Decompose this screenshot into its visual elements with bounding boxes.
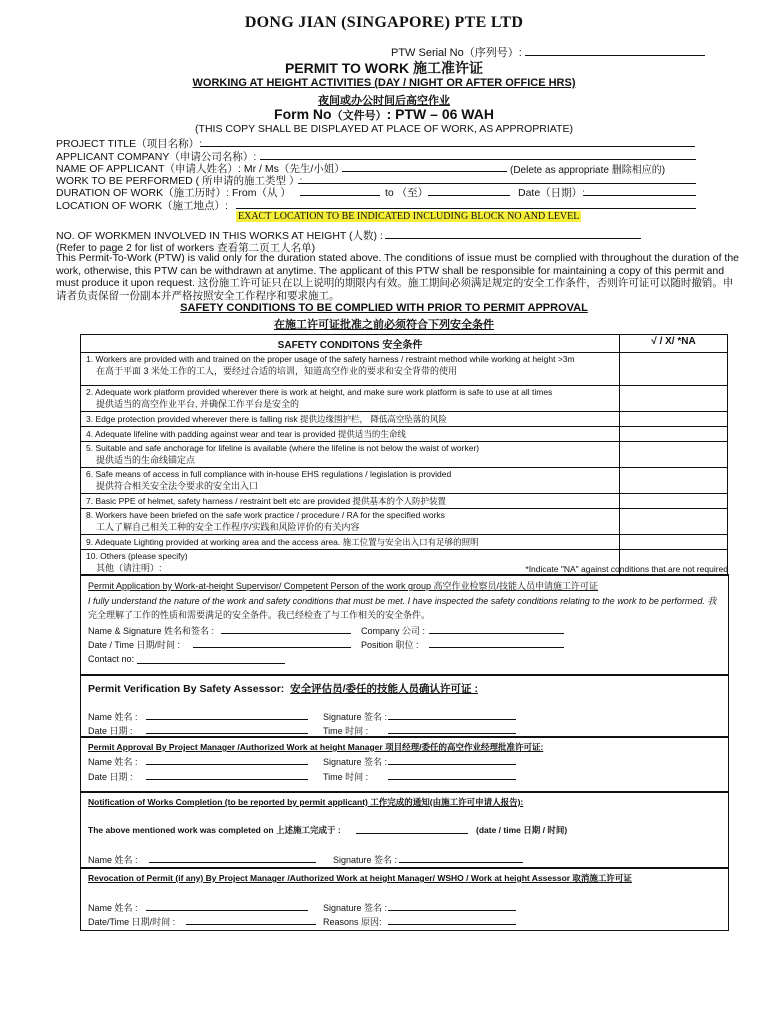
condition-mark-cell[interactable] (620, 509, 728, 535)
approval-name-label: Name 姓名 : (88, 757, 138, 767)
verification-name-label: Name 姓名 : (88, 712, 138, 722)
condition-text: 8. Workers have been briefed on the safe work practice / procedure / RA for the specified works (86, 510, 445, 520)
condition-mark-cell[interactable] (620, 412, 728, 427)
display-copy-note: (THIS COPY SHALL BE DISPLAYED AT PLACE OF WORK, AS APPROPRIATE) (195, 123, 573, 135)
completion-name-field[interactable] (149, 862, 316, 863)
applicant-company-label: APPLICANT COMPANY（申请公司名称）: (56, 151, 257, 163)
form-no-label: Form No (274, 106, 332, 122)
application-declaration-cn: 完全理解了工作的性质和需要满足的安全条件。我已经检查了与工作相关的安全条件。 (88, 610, 431, 620)
delete-note: (Delete as appropriate 删除相应的) (510, 165, 666, 176)
condition-text: 3. Edge protection provided wherever there is falling risk 提供边缘围护栏， 降低高空坠落的风险 (86, 414, 447, 424)
verification-heading-cn: 安全评估员/委任的技能人员确认许可证 : (290, 683, 478, 695)
application-position-field[interactable] (429, 647, 564, 648)
workmen-label: NO. OF WORKMEN INVOLVED IN THIS WORKS AT HEIGHT (人数) : (56, 230, 383, 242)
approval-date-label: Date 日期 : (88, 772, 133, 782)
form-no-cn: （文件号） (331, 110, 387, 122)
application-date-time-field[interactable] (193, 647, 351, 648)
document-subtitle: WORKING AT HEIGHT ACTIVITIES (DAY / NIGHT OR AFTER OFFICE HRS) (192, 77, 576, 89)
col-conditions: SAFETY CONDITONS 安全条件 (81, 335, 620, 353)
condition-text: 6. Safe means of access in full compliance with in-house EHS regulations / legislation is provided (86, 469, 452, 479)
safety-heading-cn: 在施工许可证批准之前必须符合下列安全条件 (274, 319, 494, 331)
indicate-na-note: *Indicate "NA" against conditions that are not required (525, 564, 728, 574)
refer-note: (Refer to page 2 for list of workers 查看第二页工人名单) (56, 242, 316, 254)
condition-text: 9. Adequate Lighting provided at working area and the access area. 施工位置与安全出入口有足够的照明 (86, 537, 479, 547)
condition-text-cn: 在高于平面 3 米处工作的工人，要经过合适的培训，知道高空作业的要求和安全背带的使用 (96, 366, 458, 376)
table-row (81, 427, 728, 442)
condition-text: 1. Workers are provided with and trained on the proper usage of the safety harness / restraint method while working at height >3m (86, 354, 575, 364)
location-field[interactable] (236, 208, 696, 209)
condition-text-cn: 提供适当的高空作业平台, 并确保工作平台是安全的 (96, 399, 300, 409)
verification-time-field[interactable] (388, 733, 516, 734)
revocation-reasons-field[interactable] (388, 924, 516, 925)
condition-text-cn: 提供适当的生命线锚定点 (96, 455, 196, 465)
completion-name-label: Name 姓名 : (88, 855, 138, 865)
document-title: PERMIT TO WORK 施工准许证 (284, 60, 484, 76)
table-row (81, 386, 728, 412)
completion-signature-label: Signature 签名 : (333, 855, 398, 865)
form-number (0, 106, 768, 123)
completion-signature-field[interactable] (399, 862, 523, 863)
applicant-company-field[interactable] (260, 159, 696, 160)
application-name-sig-label: Name & Signature 姓名和签名 : (88, 626, 215, 636)
table-row (81, 494, 728, 509)
application-name-sig-field[interactable] (221, 633, 351, 634)
duration-label: DURATION OF WORK（施工历时）: From（从 ） (56, 187, 291, 199)
condition-mark-cell[interactable] (620, 427, 728, 442)
verification-name-field[interactable] (146, 719, 308, 720)
verification-heading-en: Permit Verification By Safety Assessor: (88, 683, 285, 695)
approval-time-label: Time 时间 : (323, 772, 369, 782)
permit-verification-section (80, 674, 729, 738)
workmen-field[interactable] (385, 238, 641, 239)
application-contact-field[interactable] (137, 663, 285, 664)
verification-date-label: Date 日期 : (88, 726, 133, 736)
condition-text-cn: 其他（请注明）: (96, 563, 162, 573)
work-performed-field[interactable] (298, 183, 696, 184)
application-position-label: Position 职位 : (361, 640, 419, 650)
verification-date-field[interactable] (146, 733, 308, 734)
approval-heading: Permit Approval By Project Manager /Authorized Work at height Manager 项目经理/委任的高空作业经理批准许可证: (88, 742, 544, 752)
condition-mark-cell[interactable] (620, 535, 728, 550)
works-completion-section (80, 791, 729, 869)
verification-time-label: Time 时间 : (323, 726, 369, 736)
application-company-label: Company 公司 : (361, 626, 426, 636)
revocation-name-field[interactable] (146, 910, 308, 911)
project-title-field[interactable] (200, 146, 695, 147)
document-subtitle-cn: 夜间或办公时间后高空作业 (318, 95, 450, 107)
approval-signature-label: Signature 签名 : (323, 757, 388, 767)
condition-mark-cell[interactable] (620, 442, 728, 468)
condition-text: 5. Suitable and safe anchorage for lifeline is available (where the lifeline is not below the waist of worker) (86, 443, 480, 453)
serial-number-field[interactable] (525, 46, 705, 56)
project-title-label: PROJECT TITLE（项目名称）: (56, 138, 203, 150)
col-mark: √ / X/ *NA (620, 335, 728, 353)
verification-signature-label: Signature 签名 : (323, 712, 388, 722)
table-row (81, 442, 728, 468)
approval-signature-field[interactable] (388, 764, 516, 765)
work-performed-label: WORK TO BE PERFORMED ( 所申请的施工类型 ）: (56, 175, 303, 187)
completion-date-field[interactable] (356, 833, 468, 834)
duration-to-label: to （至） (385, 187, 429, 199)
applicant-name-label: NAME OF APPLICANT（申请人姓名）: Mr / Ms（先生/小姐） (56, 163, 345, 175)
approval-name-field[interactable] (146, 764, 308, 765)
duration-date-label: Date（日期）: (518, 187, 586, 199)
table-header-row (81, 335, 728, 353)
approval-date-field[interactable] (146, 779, 308, 780)
duration-from-field[interactable] (300, 195, 380, 196)
revocation-reasons-label: Reasons 原因: (323, 917, 382, 927)
revocation-signature-label: Signature 签名 : (323, 903, 388, 913)
revocation-heading: Revocation of Permit (if any) By Project Manager /Authorized Work at height Manager/ WSHO / Work at height Assessor 取消施工许可证 (88, 873, 632, 883)
approval-time-field[interactable] (388, 779, 516, 780)
duration-to-field[interactable] (428, 195, 510, 196)
condition-mark-cell[interactable] (620, 494, 728, 509)
condition-text: 2. Adequate work platform provided wherever there is work at height, and make sure work platform is safe to use at all times (86, 387, 553, 397)
safety-heading: SAFETY CONDITIONS TO BE COMPLIED WITH PRIOR TO PERMIT APPROVAL (180, 302, 588, 314)
revocation-date-time-field[interactable] (186, 924, 316, 925)
condition-mark-cell[interactable] (620, 386, 728, 412)
table-row (81, 353, 728, 386)
application-declaration: I fully understand the nature of the work and safety conditions that must be met. I have inspected the safety conditions relating to the work to be performed. 我 (88, 596, 717, 606)
verification-signature-field[interactable] (388, 719, 516, 720)
permit-approval-section (80, 736, 729, 793)
verification-heading (88, 681, 478, 696)
condition-text: 10. Others (please specify) (86, 551, 188, 561)
company-name: DONG JIAN (SINGAPORE) PTE LTD (244, 14, 524, 31)
table-row (81, 535, 728, 550)
condition-mark-cell[interactable] (620, 468, 728, 494)
permit-application-section (80, 574, 729, 676)
condition-mark-cell[interactable] (620, 353, 728, 386)
applicant-name-field[interactable] (342, 171, 507, 172)
table-row (81, 509, 728, 535)
location-note: EXACT LOCATION TO BE INDICATED INCLUDING BLOCK NO AND LEVEL (238, 211, 580, 222)
application-company-field[interactable] (429, 633, 564, 634)
completion-statement: The above mentioned work was completed on 上述施工完成于 : (88, 825, 341, 835)
revocation-name-label: Name 姓名 : (88, 903, 138, 913)
validity-paragraph: This Permit-To-Work (PTW) is valid only for the duration stated above. The conditions of issue must be complied with throughout the duration of the work, otherwise, this PTW can be withdrawn at anytime. The applicant of this PTW shall be responsible for maintaining a copy of this permit and must produce it upon request. 这份施工许可证只在以上说明的期限内有效。施工期间必须满足规定的安全工作条件，否则许可证可以随时撤销。申请者负责保留一份副本并严格按照安全工作程序和要求施工。 (56, 252, 740, 302)
revocation-signature-field[interactable] (388, 910, 516, 911)
completion-statement-tail: (date / time 日期 / 时间) (476, 825, 568, 835)
revocation-date-time-label: Date/Time 日期/时间 : (88, 917, 176, 927)
completion-heading: Notification of Works Completion (to be reported by permit applicant) 工作完成的通知(由施工许可申请人报告): (88, 797, 524, 807)
form-no-value: : PTW – 06 WAH (386, 106, 494, 122)
table-row (81, 468, 728, 494)
location-label: LOCATION OF WORK（施工地点）: (56, 200, 228, 212)
serial-label: PTW Serial No（序列号）: (391, 47, 522, 59)
permit-revocation-section (80, 867, 729, 931)
condition-text-cn: 工人了解自己相关工种的安全工作程序/实践和风险评价的有关内容 (96, 522, 360, 532)
table-row (81, 412, 728, 427)
condition-text: 7. Basic PPE of helmet, safety harness / restraint belt etc are provided 提供基本的个人防护装置 (86, 496, 446, 506)
application-contact-label: Contact no: (88, 654, 135, 664)
condition-text: 4. Adequate lifeline with padding against wear and tear is provided 提供适当的生命线 (86, 429, 406, 439)
safety-conditions-table (80, 334, 728, 576)
condition-text-cn: 提供符合相关安全法令要求的安全出入口 (96, 481, 259, 491)
application-date-time-label: Date / Time 日期/时间 : (88, 640, 181, 650)
duration-date-field[interactable] (584, 195, 696, 196)
application-heading: Permit Application by Work-at-height Supervisor/ Competent Person of the work group 高空作业检察员/技能人员申请施工许可证 (88, 581, 598, 591)
